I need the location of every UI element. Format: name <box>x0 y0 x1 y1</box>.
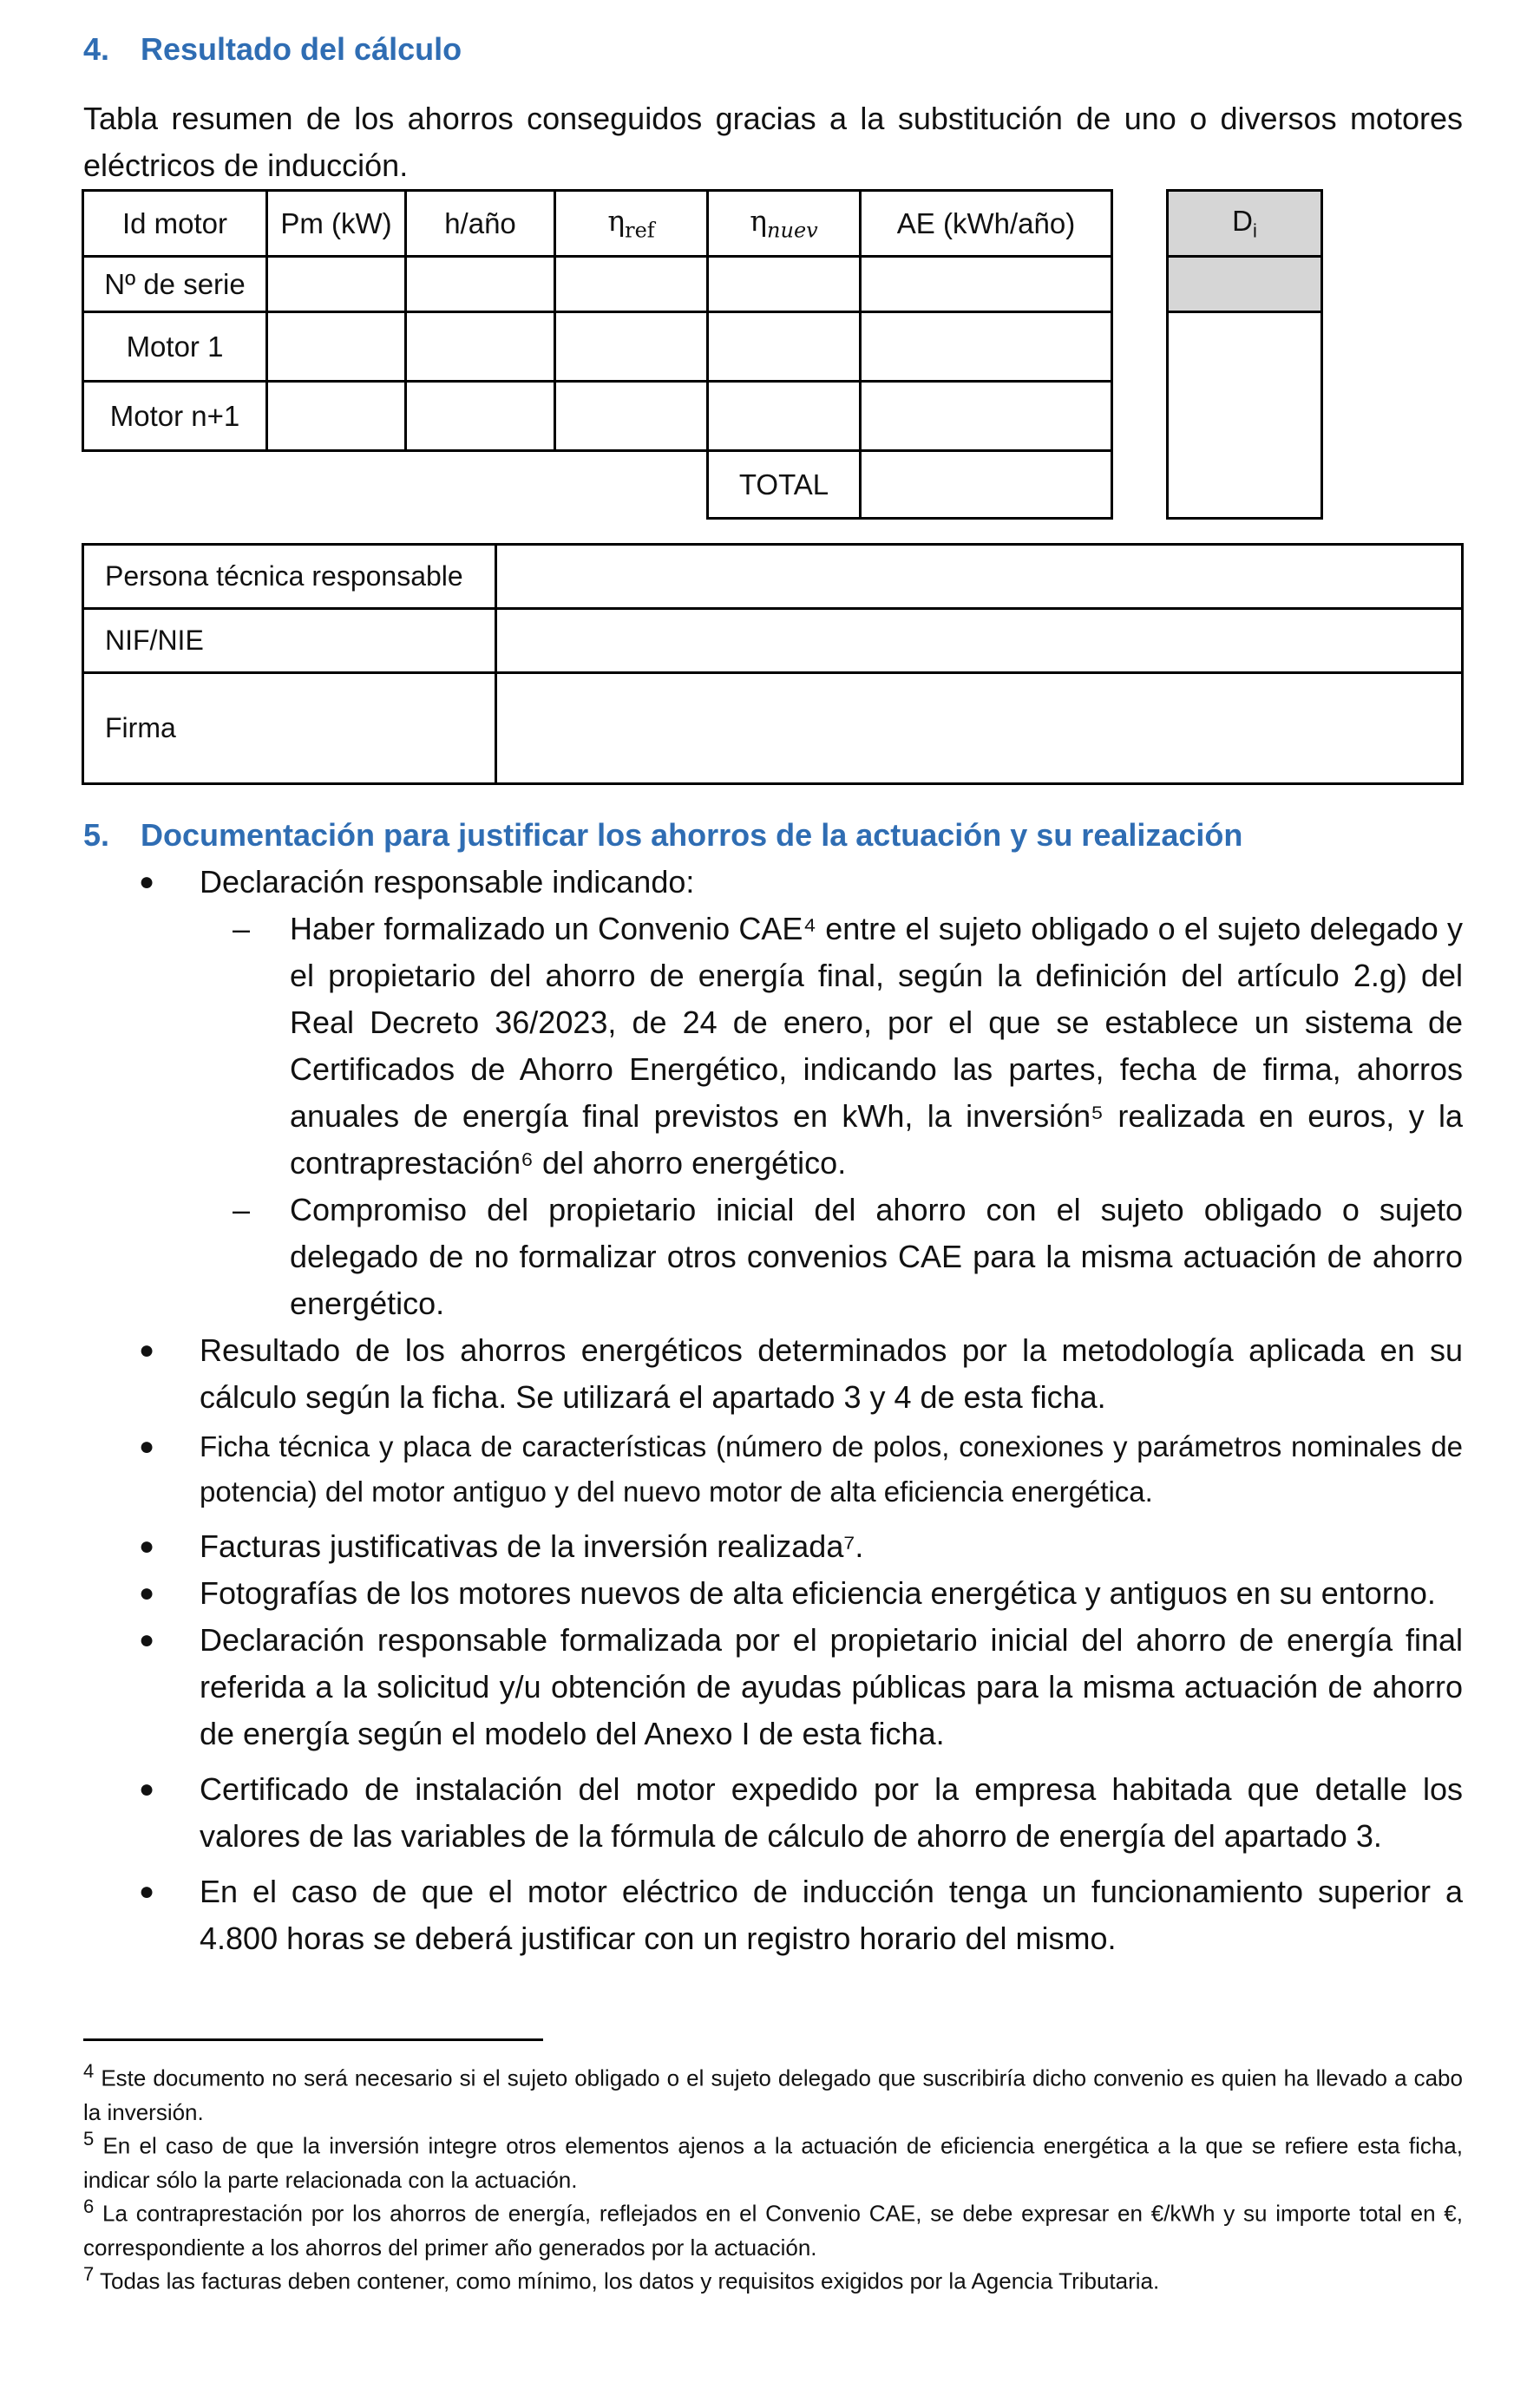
row-serial-label: Nº de serie <box>83 257 267 312</box>
bullet-icon: ● <box>139 1336 155 1364</box>
di-grey-cell <box>1168 257 1322 312</box>
table-cell[interactable] <box>267 382 406 451</box>
footnote-number: 7 <box>83 2263 95 2285</box>
footnote-text: Este documento no será necesario si el sujeto obligado o el sujeto delegado que suscribiría dicho convenio es quien ha llevado a cabo la inversión. <box>83 2064 1463 2125</box>
list-item <box>83 859 1463 906</box>
tech-nif-label: NIF/NIE <box>83 609 496 673</box>
list-item <box>83 1327 1463 1421</box>
footnote-text: En el caso de que la inversión integre otros elementos ajenos a la actuación de eficiencia energética a la que se refiere esta ficha, indicar sólo la parte relacionada con la actuación. <box>83 2132 1463 2193</box>
list-item-text: Ficha técnica y placa de características (número de polos, conexiones y parámetros nominales de potencia) del motor antiguo y del nuevo motor de alta eficiencia energética. <box>200 1430 1463 1508</box>
total-value-cell[interactable] <box>861 451 1112 519</box>
table-cell[interactable] <box>267 257 406 312</box>
section-title: Documentación para justificar los ahorros de la actuación y su realización <box>141 817 1243 853</box>
table-cell[interactable] <box>861 257 1112 312</box>
table-cell[interactable] <box>708 257 861 312</box>
total-label: TOTAL <box>708 451 861 519</box>
header-pm: Pm (kW) <box>267 191 406 257</box>
row-motor-n-label: Motor n+1 <box>83 382 267 451</box>
section-4-intro: Tabla resumen de los ahorros conseguidos gracias a la substitución de uno o diversos motores eléctricos de inducción. <box>83 101 1463 183</box>
table-cell[interactable] <box>861 312 1112 382</box>
list-item <box>83 1617 1463 1757</box>
tech-signature-value[interactable] <box>496 673 1463 784</box>
header-eta-nuev: $\eta_{nuev}$ <box>708 191 861 257</box>
dash-icon: – <box>233 1192 251 1227</box>
tech-nif-value[interactable] <box>496 609 1463 673</box>
list-item <box>83 1766 1463 1860</box>
table-cell[interactable] <box>406 382 555 451</box>
technician-table <box>82 543 1464 785</box>
list-item-text: Compromiso del propietario inicial del ahorro con el sujeto obligado o sujeto delegado de no formalizar otros convenios CAE para la misma actuación de ahorro energético. <box>290 1192 1463 1321</box>
table-cell[interactable] <box>267 312 406 382</box>
section-number: 4. <box>83 31 110 67</box>
table-cell[interactable] <box>406 312 555 382</box>
table-cell[interactable] <box>708 382 861 451</box>
footnote-number: 6 <box>83 2195 95 2217</box>
bullet-icon: ● <box>139 1579 155 1607</box>
row-motor-1-label: Motor 1 <box>83 312 267 382</box>
footnote-number: 5 <box>83 2128 95 2150</box>
table-cell[interactable] <box>555 257 708 312</box>
bullet-icon: ● <box>139 1626 155 1654</box>
section-4-heading <box>83 31 462 68</box>
motor-table <box>82 189 1113 520</box>
list-item-text: Resultado de los ahorros energéticos determinados por la metodología aplicada en su cálculo según la ficha. Se utilizará el apartado 3 y 4 de esta ficha. <box>200 1332 1463 1415</box>
bullet-icon: ● <box>139 1432 155 1461</box>
list-item-text: En el caso de que el motor eléctrico de inducción tenga un funcionamiento superior a 4.800 horas se deberá justificar con un registro horario del mismo. <box>200 1874 1463 1956</box>
header-eta-ref: $\eta_{ref}$ <box>555 191 708 257</box>
list-item <box>83 1523 1463 1570</box>
list-item <box>83 1570 1463 1617</box>
tech-signature-label: Firma <box>83 673 496 784</box>
di-header: $D_i$ <box>1168 191 1322 257</box>
di-table <box>1166 189 1323 520</box>
footnote-number: 4 <box>83 2060 95 2082</box>
di-value-cell[interactable] <box>1168 312 1322 519</box>
footnote <box>83 2054 1463 2130</box>
footnote-divider <box>83 2038 543 2041</box>
section-title: Resultado del cálculo <box>141 31 462 67</box>
documentation-list <box>83 859 1463 1962</box>
list-item-text: Declaración responsable indicando: <box>200 864 695 900</box>
bullet-icon: ● <box>139 1775 155 1803</box>
list-item-text: Fotografías de los motores nuevos de alta eficiencia energética y antiguos en su entorno. <box>200 1575 1436 1611</box>
list-item-text: Facturas justificativas de la inversión realizada⁷. <box>200 1528 864 1564</box>
list-item-text: Declaración responsable formalizada por el propietario inicial del ahorro de energía final referida a la solicitud y/u obtención de ayudas públicas para la misma actuación de ahorro de energía según el modelo del Anexo I de esta ficha. <box>200 1622 1463 1751</box>
empty-area <box>83 451 708 519</box>
section-number: 5. <box>83 817 110 853</box>
list-item <box>83 1868 1463 1962</box>
bullet-icon: ● <box>139 1532 155 1561</box>
list-item-text: Certificado de instalación del motor expedido por la empresa habitada que detalle los valores de las variables de la fórmula de cálculo de ahorro de energía del apartado 3. <box>200 1771 1463 1854</box>
table-cell[interactable] <box>555 312 708 382</box>
tech-name-value[interactable] <box>496 545 1463 609</box>
footnote <box>83 2122 1463 2197</box>
table-cell[interactable] <box>406 257 555 312</box>
table-cell[interactable] <box>708 312 861 382</box>
tech-name-label: Persona técnica responsable <box>83 545 496 609</box>
table-cell[interactable] <box>861 382 1112 451</box>
bullet-icon: ● <box>139 1877 155 1906</box>
list-item-text: Haber formalizado un Convenio CAE⁴ entre el sujeto obligado o el sujeto delegado y el propietario del ahorro de energía final, según la definición del artículo 2.g) del Real Decreto 36/2023, de 24 de enero, por el que se establece un sistema de Certificados de Ahorro Energético, indicando las partes, fecha de firma, ahorros anuales de energía final previstos en kWh, la inversión⁵ realizada en euros, y la contraprestación⁶ del ahorro energético. <box>290 911 1463 1181</box>
dash-icon: – <box>233 911 251 946</box>
list-item <box>83 1424 1463 1515</box>
header-ae: AE (kWh/año) <box>861 191 1112 257</box>
footnote <box>83 2257 1463 2299</box>
sub-list-item <box>83 1187 1463 1327</box>
table-cell[interactable] <box>555 382 708 451</box>
header-id-motor: Id motor <box>83 191 267 257</box>
bullet-icon: ● <box>139 867 155 896</box>
header-hours: h/año <box>406 191 555 257</box>
sub-list-item <box>83 906 1463 1187</box>
footnote-text: Todas las facturas deben contener, como mínimo, los datos y requisitos exigidos por la Agencia Tributaria. <box>100 2267 1160 2294</box>
footnote <box>83 2189 1463 2265</box>
section-5-heading <box>83 817 1242 854</box>
footnote-text: La contraprestación por los ahorros de energía, reflejados en el Convenio CAE, se debe expresar en €/kWh y su importe total en €, correspondiente a los ahorros del primer año generados por la actuación. <box>83 2200 1463 2261</box>
